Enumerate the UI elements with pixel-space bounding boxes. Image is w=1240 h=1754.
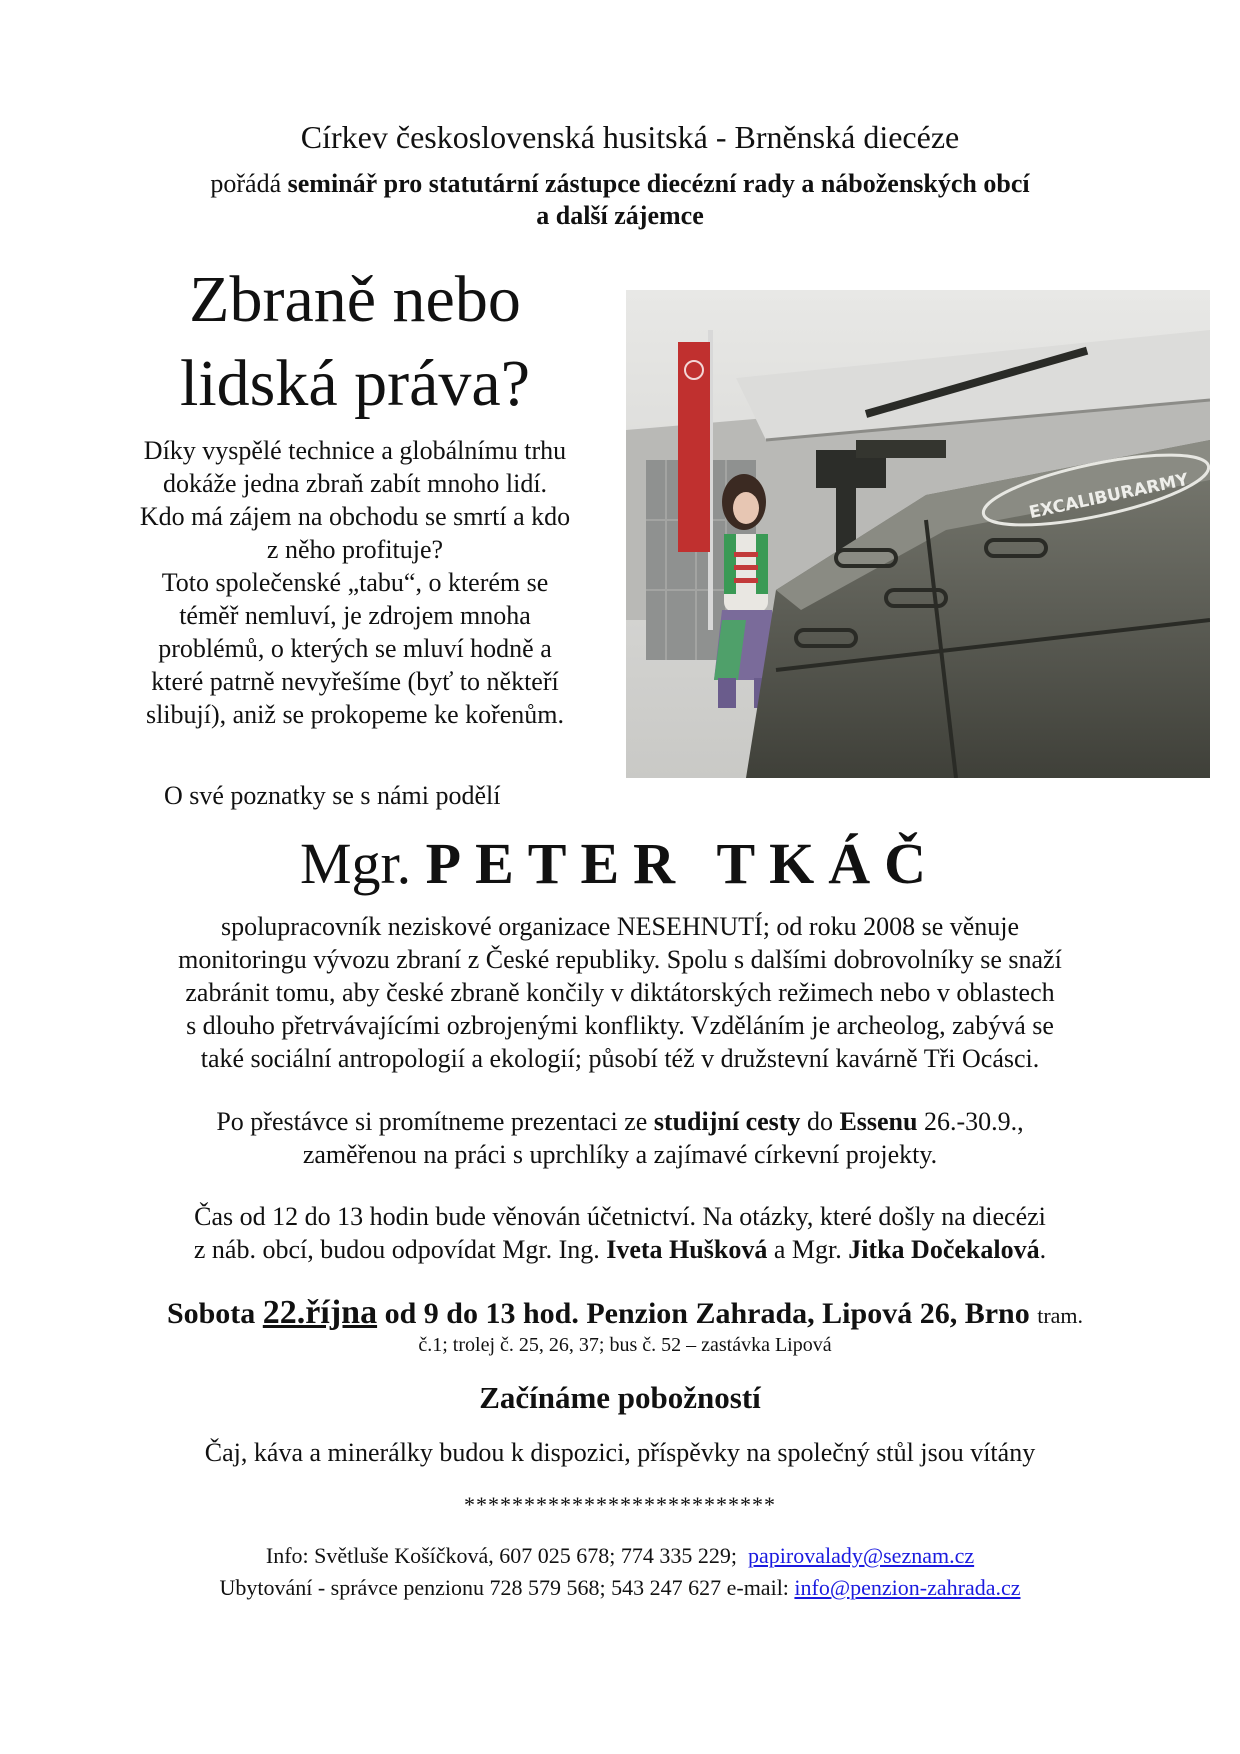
seminar-description: seminář pro statutární zástupce diecézní rady a náboženských obcí: [287, 169, 1030, 198]
seminar-audience: a další zájemce: [536, 201, 704, 230]
event-details: [100, 1295, 1150, 1334]
vehicle-brand-text: EXCALIBURARMY: [1027, 469, 1191, 524]
intro-line: Toto společenské „tabu“, o kterém se: [161, 568, 549, 597]
speaker-bio: [120, 910, 1120, 1075]
info-email-link[interactable]: papirovalady@seznam.cz: [748, 1543, 975, 1568]
red-flag: [678, 342, 710, 552]
event-date: 22.října: [262, 1294, 378, 1331]
trip-highlight-study: studijní cesty: [653, 1107, 801, 1136]
trip-text: do: [806, 1107, 833, 1136]
separator: **************************: [464, 1492, 776, 1517]
start-note: Začínáme pobožností: [479, 1380, 761, 1415]
accommodation-text: Ubytování - správce penzionu 728 579 568; 543 247 627 e-mail:: [219, 1575, 789, 1600]
accommodation-email-link[interactable]: info@penzion-zahrada.cz: [794, 1575, 1021, 1600]
intro-line: slibují), aniž se prokopeme ke kořenům.: [145, 700, 565, 729]
intro-line: Kdo má zájem na obchodu se smrtí a kdo: [139, 502, 571, 531]
speaker-title: Mgr.: [299, 831, 412, 896]
intro-line: které patrně nevyřešíme (byť to někteří: [151, 667, 559, 696]
accounting-text: z náb. obcí, budou odpovídat Mgr. Ing.: [193, 1235, 600, 1264]
presenter-name: Jitka Dočekalová: [848, 1235, 1040, 1264]
title-line-2: lidská práva?: [179, 347, 530, 420]
intro-line: problémů, o kterých se mluví hodně a: [158, 634, 552, 663]
info-contact-text: Info: Světluše Košíčková, 607 025 678; 774 335 229;: [265, 1543, 738, 1568]
accounting-paragraph: [120, 1200, 1120, 1266]
bio-line: zabránit tomu, aby české zbraně končily v diktátorských režimech nebo v oblastech: [185, 978, 1055, 1007]
bio-line: monitoringu vývozu zbraní z České republiky. Spolu s dalšími dobrovolníky se snaží: [178, 945, 1062, 974]
contact-info: [0, 1540, 1240, 1604]
organizer-text: [130, 168, 1110, 232]
organizer-prefix: pořádá: [210, 169, 282, 198]
trip-text: Po přestávce si promítneme prezentaci ze: [216, 1107, 648, 1136]
transport-info: č.1; trolej č. 25, 26, 37; bus č. 52 – zastávka Lipová: [418, 1334, 832, 1356]
intro-paragraph: [95, 434, 615, 731]
bio-line: spolupracovník neziskové organizace NESEHNUTÍ; od roku 2008 se věnuje: [220, 912, 1020, 941]
bio-line: také sociální antropologií a ekologií; působí též v družstevní kavárně Tři Ocásci.: [200, 1044, 1040, 1073]
accounting-end: .: [1039, 1235, 1047, 1264]
main-title: [90, 258, 620, 426]
presenter-name: Iveta Hušková: [606, 1235, 768, 1264]
intro-line: téměř nemluví, je zdrojem mnoha: [179, 601, 531, 630]
event-time-place: od 9 do 13 hod. Penzion Zahrada, Lipová 26, Brno: [384, 1297, 1030, 1330]
intro-line: Díky vyspělé technice a globálnímu trhu: [143, 436, 567, 465]
intro-line: dokáže jedna zbraň zabít mnoho lidí.: [162, 469, 548, 498]
trip-paragraph: [120, 1105, 1120, 1171]
accounting-line-1: Čas od 12 do 13 hodin bude věnován účetnictví. Na otázky, které došly na diecézi: [194, 1202, 1046, 1231]
bio-line: s dlouho přetrvávajícími ozbrojenými konflikty. Vzděláním je archeolog, zabývá se: [186, 1011, 1054, 1040]
speaker-intro: O své poznatky se s námi podělí: [164, 781, 501, 810]
accounting-text: a Mgr.: [773, 1235, 842, 1264]
speaker-name: [0, 830, 1240, 898]
intro-line: z něho profituje?: [266, 535, 444, 564]
event-day: Sobota: [166, 1297, 256, 1330]
event-tram: tram.: [1037, 1303, 1084, 1328]
photo-woman-on-armored-vehicle: [626, 290, 1210, 778]
title-line-1: Zbraně nebo: [189, 263, 521, 336]
trip-dates: 26.-30.9.,: [923, 1107, 1024, 1136]
trip-highlight-city: Essenu: [839, 1107, 918, 1136]
trip-line-2: zaměřenou na práci s uprchlíky a zajímavé církevní projekty.: [302, 1140, 938, 1169]
organization-line: Církev československá husitská - Brněnská diecéze: [300, 119, 960, 155]
speaker-full-name: PETER TKÁČ: [425, 831, 941, 896]
refreshments-note: Čaj, káva a minerálky budou k dispozici, příspěvky na společný stůl jsou vítány: [204, 1438, 1036, 1467]
